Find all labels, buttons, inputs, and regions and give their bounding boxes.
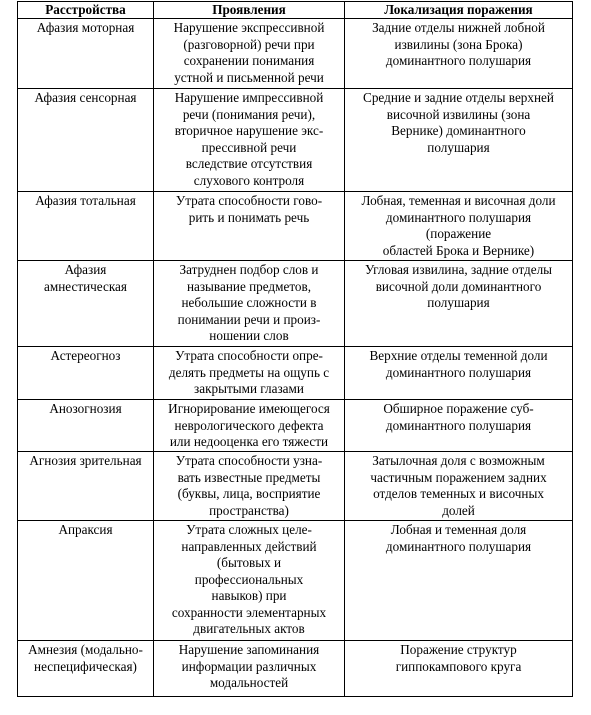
manifestation-text: Утрата способности узна- вать известные предметы (буквы, лица, восприятие пространства) bbox=[175, 453, 323, 518]
cell-disorder bbox=[18, 347, 154, 400]
cell-localization bbox=[345, 19, 573, 89]
cell-manifestation bbox=[154, 19, 345, 89]
disorders-table bbox=[17, 1, 573, 697]
manifestation-text: Утрата сложных целе- направленных действий (бытовых и профессиональных навыков) при сохранности элементарных двигательных актов bbox=[171, 522, 327, 636]
manifestation-text: Нарушение запоминания информации различных модальностей bbox=[178, 642, 320, 690]
manifestation-text: Нарушение экспрессивной (разговорной) речи при сохранении понимания устной и письменной речи bbox=[173, 20, 325, 85]
localization-text: Затылочная доля с возможным частичным поражением задних отделов теменных и височных долей bbox=[370, 453, 547, 518]
localization-text: Поражение структур гиппокампового круга bbox=[395, 642, 522, 674]
cell-localization bbox=[345, 521, 573, 641]
cell-localization bbox=[345, 400, 573, 452]
manifestation-text: Утрата способности гово- рить и понимать речь bbox=[175, 193, 323, 225]
cell-localization bbox=[345, 452, 573, 521]
cell-disorder bbox=[18, 261, 154, 347]
cell-manifestation bbox=[154, 641, 345, 697]
table-row bbox=[18, 19, 573, 89]
cell-manifestation bbox=[154, 452, 345, 521]
disorder-text: Афазия сенсорная bbox=[34, 90, 137, 105]
disorder-text: Амнезия (модально- неспецифическая) bbox=[28, 642, 143, 674]
table-row bbox=[18, 347, 573, 400]
disorder-text: Апраксия bbox=[58, 522, 113, 537]
header-manifestations: Проявления bbox=[154, 2, 345, 19]
localization-text: Верхние отделы теменной доли доминантного полушария bbox=[369, 348, 548, 380]
disorder-text: Астереогноз bbox=[50, 348, 121, 363]
cell-manifestation bbox=[154, 89, 345, 192]
cell-localization bbox=[345, 89, 573, 192]
cell-disorder bbox=[18, 400, 154, 452]
cell-manifestation bbox=[154, 521, 345, 641]
header-localization: Локализация поражения bbox=[345, 2, 573, 19]
cell-disorder bbox=[18, 452, 154, 521]
cell-disorder bbox=[18, 19, 154, 89]
cell-disorder bbox=[18, 521, 154, 641]
table-row bbox=[18, 452, 573, 521]
cell-manifestation bbox=[154, 261, 345, 347]
table-row bbox=[18, 641, 573, 697]
cell-disorder bbox=[18, 192, 154, 261]
disorder-text: Агнозия зрительная bbox=[29, 453, 142, 468]
table-body bbox=[18, 19, 573, 697]
manifestation-text: Затруднен подбор слов и называние предметов, небольшие сложности в понимании речи и произ- ношении слов bbox=[177, 262, 321, 343]
cell-manifestation bbox=[154, 192, 345, 261]
disorder-text: Афазия амнестическая bbox=[44, 262, 127, 294]
cell-localization bbox=[345, 261, 573, 347]
localization-text: Угловая извилина, задние отделы височной доли доминантного полушария bbox=[364, 262, 553, 310]
table-row bbox=[18, 89, 573, 192]
localization-text: Задние отделы нижней лобной извилины (зона Брока) доминантного полушария bbox=[372, 20, 545, 68]
disorder-text: Афазия моторная bbox=[36, 20, 135, 35]
table-header bbox=[18, 2, 573, 19]
cell-manifestation bbox=[154, 347, 345, 400]
table-row bbox=[18, 521, 573, 641]
header-row bbox=[18, 2, 573, 19]
cell-manifestation bbox=[154, 400, 345, 452]
localization-text: Лобная, теменная и височная доли доминантного полушария (поражение областей Брока и Вернике) bbox=[361, 193, 556, 258]
localization-text: Лобная и теменная доля доминантного полушария bbox=[385, 522, 532, 554]
disorder-text: Анозогнозия bbox=[49, 401, 122, 416]
cell-disorder bbox=[18, 89, 154, 192]
localization-text: Средние и задние отделы верхней височной извилины (зона Вернике) доминантного полушария bbox=[363, 90, 554, 155]
table-row bbox=[18, 192, 573, 261]
table-row bbox=[18, 400, 573, 452]
cell-localization bbox=[345, 641, 573, 697]
localization-text: Обширное поражение суб- доминантного полушария bbox=[383, 401, 534, 433]
cell-localization bbox=[345, 192, 573, 261]
manifestation-text: Нарушение импрессивной речи (понимания речи), вторичное нарушение экс- прессивной речи вследствие отсутствия слухового контроля bbox=[174, 90, 324, 188]
disorder-text: Афазия тотальная bbox=[35, 193, 136, 208]
header-disorders: Расстройства bbox=[18, 2, 154, 19]
manifestation-text: Утрата способности опре- делять предметы на ощупь с закрытыми глазами bbox=[168, 348, 330, 396]
cell-localization bbox=[345, 347, 573, 400]
manifestation-text: Игнорирование имеющегося неврологического дефекта или недооценка его тяжести bbox=[168, 401, 330, 449]
table-row bbox=[18, 261, 573, 347]
cell-disorder bbox=[18, 641, 154, 697]
